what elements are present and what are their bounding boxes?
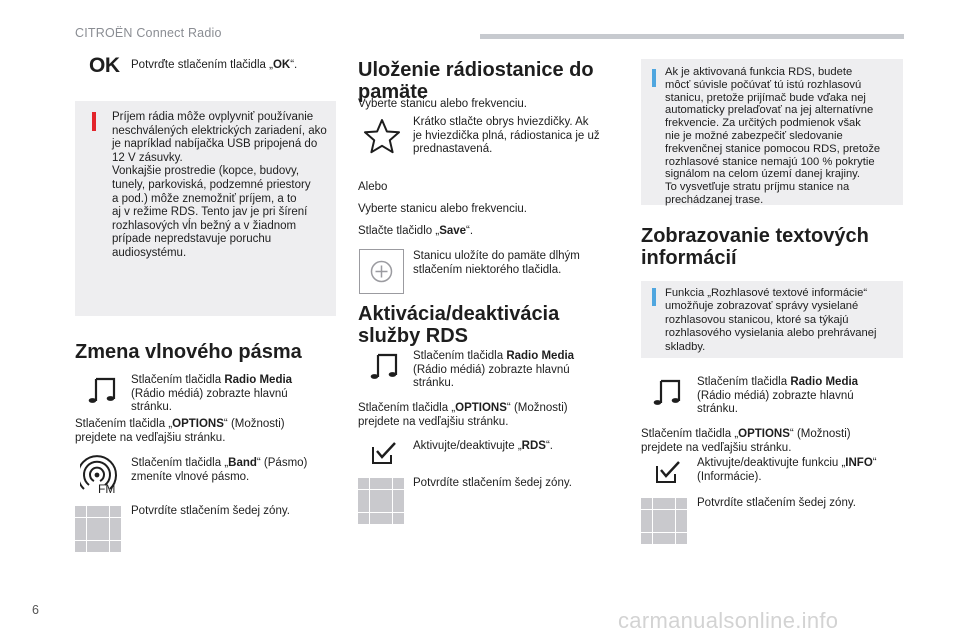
info-step-confirm: Potvrdíte stlačením šedej zóny. <box>697 497 856 509</box>
info-toggle-instruction: Aktivujte/deaktivujte funkciu „INFO“ (Informácie). <box>697 457 877 483</box>
rds-info-note <box>641 59 903 205</box>
heading-wave-band: Zmena vlnového pásma <box>75 341 302 363</box>
grey-zone-icon <box>358 478 404 524</box>
warning-icon <box>92 112 96 131</box>
heading-save-station: Uloženie rádiostanice do pamäte <box>358 59 594 103</box>
fm-label: FM <box>98 482 116 495</box>
heading-rds: Aktivácia/deaktivácia služby RDS <box>358 303 560 347</box>
star-instruction: Krátko stlačte obrys hviezdičky. Ak je hviezdička plná, rádiostanica je už prednastavená. <box>413 116 600 156</box>
preset-button-icon <box>359 249 404 294</box>
text-info-note <box>641 281 903 358</box>
grey-zone-icon <box>641 498 687 544</box>
info-step-radio-media: Stlačením tlačidla Radio Media (Rádio médiá) zobrazte hlavnú stránku. <box>697 376 859 416</box>
ok-instruction: Potvrďte stlačením tlačidla „OK“. <box>131 59 298 71</box>
warning-text: Príjem rádia môže ovplyvniť používanie neschválených elektrických zariadení, ako je napríklad nabíjačka USB pripojená do 12 V zásuvky. Vonkajšie prostredie (kopce, budovy, tunely, parkoviská, podzemné priestory a pod.) môže znemožniť príjem, a to aj v režime RDS. Tento jav je pri šírení rozhlasových vĺn bežný a v žiadnom prípade nepredstavuje poruchu audiosystému. <box>112 111 327 259</box>
music-note-icon <box>652 378 682 406</box>
wave-step-band: Stlačením tlačidla „Band“ (Pásmo) zmeníte vlnové pásmo. <box>131 457 308 483</box>
info-step-options: Stlačením tlačidla „OPTIONS“ (Možnosti) prejdete na vedľajšiu stránku. <box>641 428 851 454</box>
rds-step-options: Stlačením tlačidla „OPTIONS“ (Možnosti) prejdete na vedľajšiu stránku. <box>358 402 568 428</box>
wave-step-confirm: Potvrdíte stlačením šedej zóny. <box>131 505 290 517</box>
document-title: CITROËN Connect Radio <box>75 26 222 40</box>
select-station-text-2: Vyberte stanicu alebo frekvenciu. <box>358 203 527 215</box>
checkbox-icon <box>371 441 397 465</box>
alebo-text: Alebo <box>358 181 388 193</box>
checkbox-icon <box>655 460 681 484</box>
grey-zone-icon <box>75 506 121 552</box>
wave-step-options: Stlačením tlačidla „OPTIONS“ (Možnosti) prejdete na vedľajšiu stránku. <box>75 418 285 444</box>
header-rule <box>480 34 904 39</box>
text-info-description: Funkcia „Rozhlasové textové informácie“ umožňuje zobrazovať správy vysielané rozhlasovou stanicou, ktoré sa týkajú rozhlasového vysielania alebo prehrávanej skladby. <box>665 287 877 353</box>
rds-toggle-instruction: Aktivujte/deaktivujte „RDS“. <box>413 440 553 452</box>
star-outline-icon <box>362 117 402 157</box>
warning-note <box>75 101 336 316</box>
music-note-icon <box>369 352 399 380</box>
page-number: 6 <box>32 603 39 617</box>
wave-step-radio-media: Stlačením tlačidla Radio Media (Rádio médiá) zobrazte hlavnú stránku. <box>131 374 293 414</box>
ok-badge: OK <box>89 54 120 77</box>
rds-step-radio-media: Stlačením tlačidla Radio Media (Rádio médiá) zobrazte hlavnú stránku. <box>413 350 575 390</box>
heading-text-info: Zobrazovanie textových informácií <box>641 225 869 269</box>
info-icon <box>652 288 656 306</box>
save-instruction: Stlačte tlačidlo „Save“. <box>358 225 474 237</box>
rds-info-text: Ak je aktivovaná funkcia RDS, budete môcť súvisle počúvať tú istú rozhlasovú stanicu, pretože prijímač bude vďaka nej automaticky prelaďovať na jej alternatívne frekvencie. Za určitých podmienok však nie je možné zabezpečiť sledovanie frekvenčnej stanice pomocou RDS, pretože rozhlasové stanice nemajú 100 % pokrytie signálom na celom území danej krajiny. To vysvetľuje stratu príjmu stanice na prechádzanej trase. <box>665 66 881 206</box>
long-press-instruction: Stanicu uložíte do pamäte dlhým stlačením niektorého tlačidla. <box>413 250 580 276</box>
music-note-icon <box>87 376 117 404</box>
fm-radio-icon <box>80 455 122 495</box>
watermark: carmanualsonline.info <box>618 608 839 633</box>
select-station-text: Vyberte stanicu alebo frekvenciu. <box>358 98 527 110</box>
rds-step-confirm: Potvrdíte stlačením šedej zóny. <box>413 477 572 489</box>
info-icon <box>652 69 656 87</box>
